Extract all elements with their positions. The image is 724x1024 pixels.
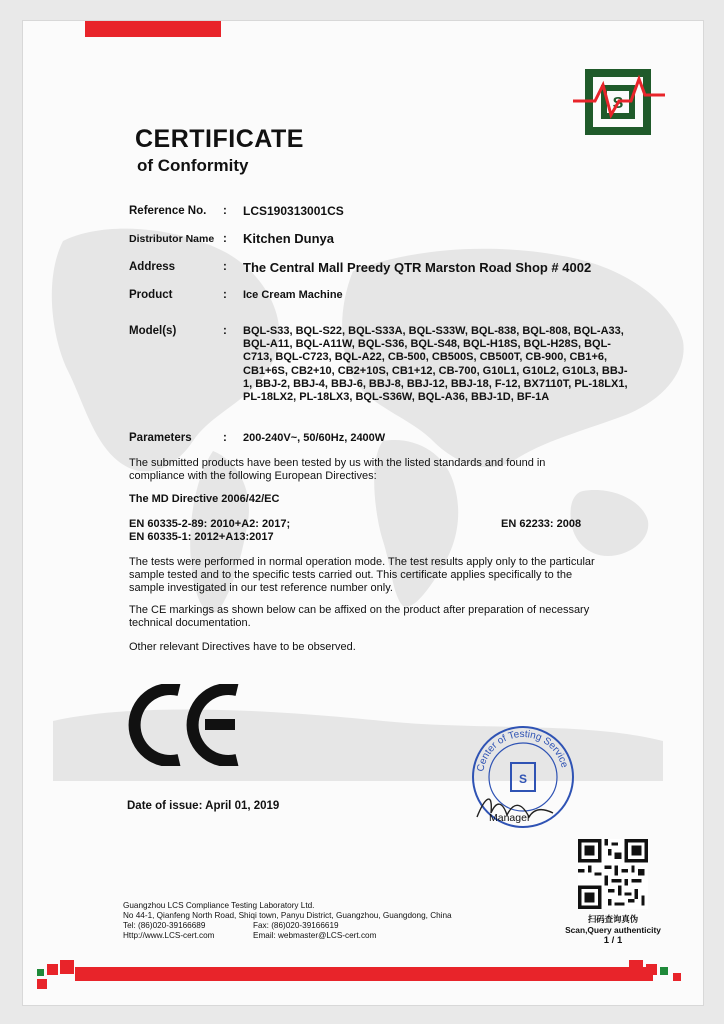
product-label: Product — [129, 289, 173, 301]
colon: : — [223, 205, 227, 217]
models-label: Model(s) — [129, 325, 177, 337]
colon: : — [223, 233, 227, 245]
colon: : — [223, 289, 227, 301]
distributor-value: Kitchen Dunya — [243, 231, 335, 246]
qr-chinese-label: 扫码查询真伪 — [587, 914, 639, 924]
tests-paragraph: The tests were performed in normal operation mode. The test results apply only to the particular sample tested and to the specific tests carried out. This certificate applies specifically to the sample investigated in our test reference number only. — [129, 556, 595, 595]
ce-paragraph: The CE markings as shown below can be affixed on the product after preparation of necessary technical documentation. — [129, 604, 590, 630]
intro-paragraph: The submitted products have been tested by us with the listed standards and found in compliance with the following European Directives: — [129, 457, 546, 483]
svg-text:S: S — [612, 95, 624, 112]
address-value: The Central Mall Preedy QTR Marston Road Shop # 4002 — [243, 260, 592, 275]
reference-value: LCS190313001CS — [243, 204, 344, 218]
ce-mark-icon — [125, 684, 245, 766]
date-of-issue: Date of issue: April 01, 2019 — [127, 800, 280, 812]
footer-company: Guangzhou LCS Compliance Testing Laboratory Ltd. — [123, 901, 315, 910]
lcs-logo-icon — [571, 65, 667, 141]
parameters-value: 200-240V~, 50/60Hz, 2400W — [243, 432, 386, 444]
decor-square — [673, 973, 681, 981]
distributor-label: Distributor Name — [129, 233, 215, 245]
decor-square — [646, 964, 657, 975]
footer-tel: Tel: (86)020-39166689 — [123, 921, 206, 930]
colon: : — [223, 325, 227, 337]
models-value: BQL-S33, BQL-S22, BQL-S33A, BQL-S33W, BQL-838, BQL-808, BQL-A33, BQL-A11, BQL-A11W, BQL-S36, BQL-S48, BQL-H18S, BQL-H28S, BQL-C713, BQL-C723, BQL-A22, CB-500, CB500S, CB500T, CB-900, CB1+6, CB1+6S, CB2+10, CB2+10S, CB1+12, CB-700, G10L1, G10L2, G10L3, BBJ-1, BBJ-2, BBJ-4, BBJ-6, BBJ-8, BBJ-12, BBJ-18, F-12, BX7110T, PL-18LX1, PL-18LX2, PL-18LX3, BQL-S36W, BQL-A36, BBJ-1D, BF-1A — [243, 325, 628, 404]
directive: The MD Directive 2006/42/EC — [129, 493, 280, 505]
standard-3: EN 62233: 2008 — [501, 518, 582, 530]
certificate-page — [22, 20, 704, 1006]
svg-text:S: S — [518, 772, 528, 786]
certificate-title: CERTIFICATE — [135, 125, 304, 153]
standard-1: EN 60335-2-89: 2010+A2: 2017; — [129, 518, 291, 530]
bottom-red-bar — [75, 967, 653, 981]
footer-address: No 44-1, Qianfeng North Road, Shiqi town, Panyu District, Guangzhou, Guangdong, China — [123, 911, 452, 920]
qr-code-icon — [578, 839, 648, 909]
qr-scan-label: Scan,Query authenticity — [565, 925, 661, 935]
decor-square — [37, 969, 44, 976]
parameters-label: Parameters — [129, 432, 192, 444]
decor-square — [37, 979, 47, 989]
standard-2: EN 60335-1: 2012+A13:2017 — [129, 531, 274, 543]
top-red-bar — [85, 21, 221, 37]
address-label: Address — [129, 261, 176, 273]
other-directives-paragraph: Other relevant Directives have to be observed. — [129, 641, 356, 653]
decor-square — [629, 960, 643, 974]
reference-label: Reference No. — [129, 205, 207, 217]
stamp-text: Center of Testing Service — [475, 728, 570, 773]
product-value: Ice Cream Machine — [243, 289, 343, 301]
certificate-subtitle: of Conformity — [137, 156, 249, 175]
footer-web: Http://www.LCS-cert.com — [123, 931, 215, 940]
page-number: 1 / 1 — [603, 935, 623, 946]
manager-label: Manager — [489, 812, 531, 824]
footer-fax: Fax: (86)020-39166619 — [253, 921, 339, 930]
footer-email: Email: webmaster@LCS-cert.com — [253, 931, 377, 940]
decor-square — [60, 960, 74, 974]
colon: : — [223, 261, 227, 273]
decor-square — [660, 967, 668, 975]
decor-square — [47, 964, 58, 975]
colon: : — [223, 432, 227, 444]
